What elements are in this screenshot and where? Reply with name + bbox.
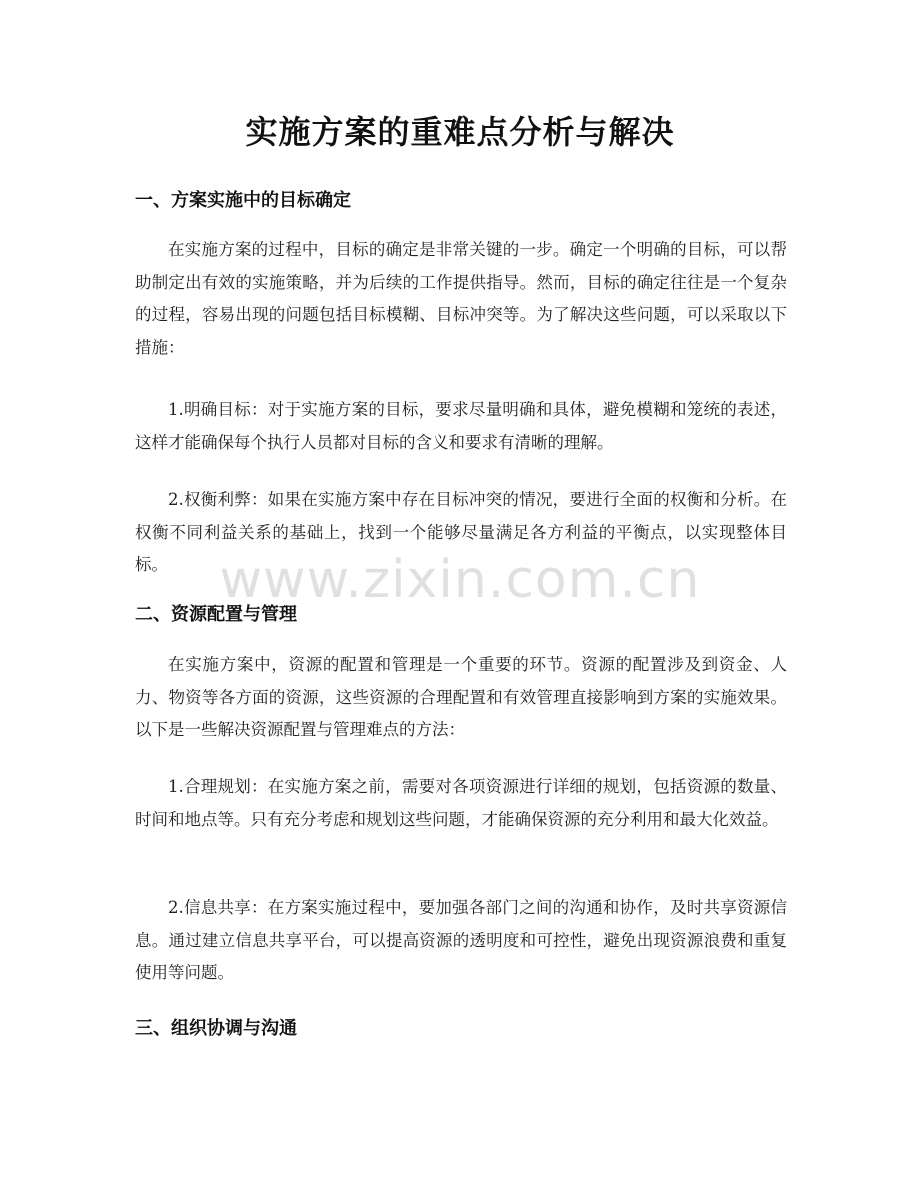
document-title: 实施方案的重难点分析与解决 (245, 113, 675, 151)
section-heading-1: 一、方案实施中的目标确定 (135, 190, 351, 211)
watermark-text: www.zixin.com.cn (219, 550, 701, 610)
section-heading-3: 三、组织协调与沟通 (135, 1018, 297, 1039)
section-1-paragraph-3: 2.权衡利弊：如果在实施方案中存在目标冲突的情况，要进行全面的权衡和分析。在权衡不同利益关系的基础上，找到一个能够尽量满足各方利益的平衡点，以实现整体目标。 (135, 490, 787, 574)
section-2-paragraph-1: 在实施方案中，资源的配置和管理是一个重要的环节。资源的配置涉及到资金、人力、物资等各方面的资源，这些资源的合理配置和有效管理直接影响到方案的实施效果。以下是一些解决资源配置与管理难点的方法： (135, 655, 787, 739)
section-2-paragraph-2: 1.合理规划：在实施方案之前，需要对各项资源进行详细的规划，包括资源的数量、时间和地点等。只有充分考虑和规划这些问题，才能确保资源的充分利用和最大化效益。 (135, 777, 787, 829)
section-2-paragraph-3: 2.信息共享：在方案实施过程中，要加强各部门之间的沟通和协作，及时共享资源信息。通过建立信息共享平台，可以提高资源的透明度和可控性，避免出现资源浪费和重复使用等问题。 (135, 898, 787, 982)
section-1-paragraph-2: 1.明确目标：对于实施方案的目标，要求尽量明确和具体，避免模糊和笼统的表述，这样才能确保每个执行人员都对目标的含义和要求有清晰的理解。 (135, 400, 787, 452)
section-1-paragraph-1: 在实施方案的过程中，目标的确定是非常关键的一步。确定一个明确的目标，可以帮助制定出有效的实施策略，并为后续的工作提供指导。然而，目标的确定往往是一个复杂的过程，容易出现的问题包括目标模糊、目标冲突等。为了解决这些问题，可以采取以下措施： (135, 240, 787, 357)
section-heading-2: 二、资源配置与管理 (135, 604, 297, 625)
